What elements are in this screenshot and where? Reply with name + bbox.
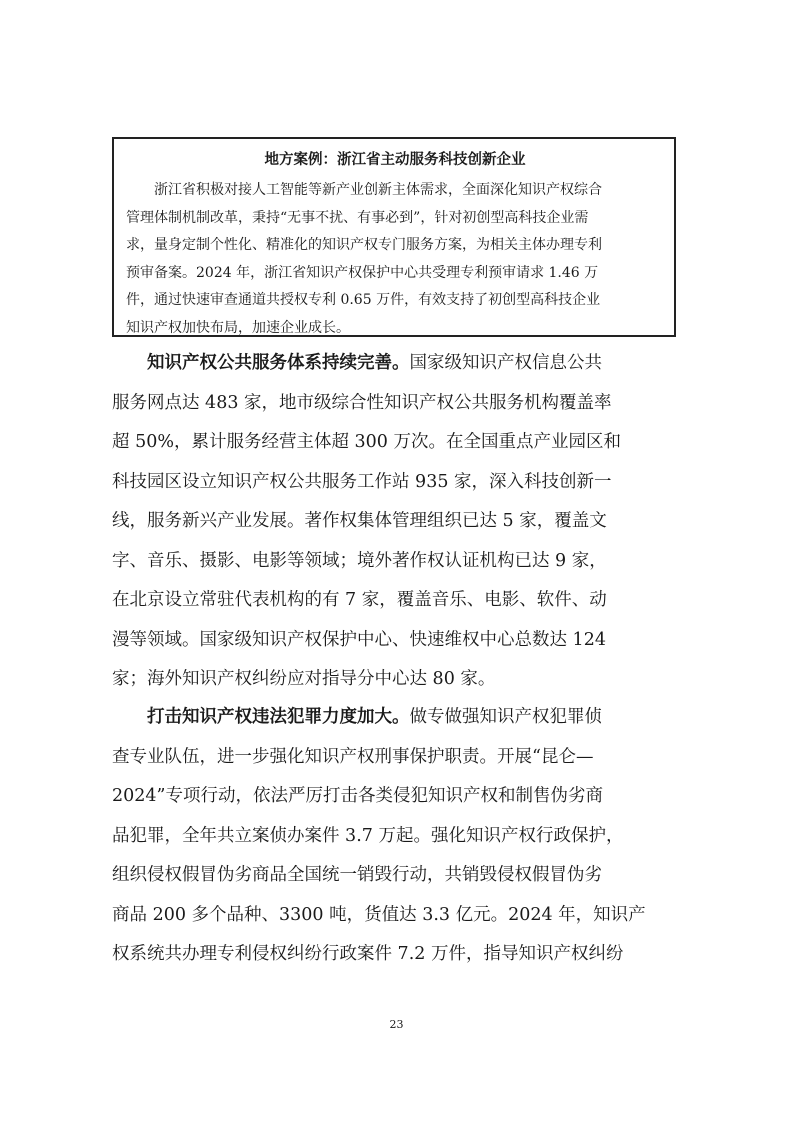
paragraph-line: 家；海外知识产权纠纷应对指导分中心达 80 家。: [112, 669, 496, 689]
paragraph-line: 2024”专项行动，依法严厉打击各类侵犯知识产权和制售伪劣商: [112, 786, 603, 806]
paragraph-text: 做专做强知识产权犯罪侦: [409, 707, 602, 727]
paragraph-public-service: [112, 344, 692, 700]
paragraph-first-line: [112, 344, 692, 384]
paragraph-enforcement: [112, 698, 692, 975]
paragraph-line: 字、音乐、摄影、电影等领域；境外著作权认证机构已达 9 家，: [112, 550, 607, 571]
paragraph-line: 组织侵权假冒伪劣商品全国统一销毁行动，共销毁侵权假冒伪劣: [112, 865, 602, 885]
paragraph-line: 品犯罪，全年共立案侦办案件 3.7 万起。强化知识产权行政保护，: [112, 825, 624, 846]
paragraph-line: 漫等领域。国家级知识产权保护中心、快速维权中心总数达 124: [112, 629, 606, 650]
paragraph-line: 在北京设立常驻代表机构的有 7 家，覆盖音乐、电影、软件、动: [112, 590, 607, 610]
case-line: 浙江省积极对接人工智能等新产业创新主体需求，全面深化知识产权综合: [154, 182, 602, 198]
paragraph-line: 科技园区设立知识产权公共服务工作站 935 家，深入科技创新一: [112, 471, 612, 492]
paragraph-first-line: [112, 698, 692, 738]
paragraph-line: 查专业队伍，进一步强化知识产权刑事保护职责。开展“昆仑—: [112, 746, 594, 767]
paragraph-lead: 打击知识产权违法犯罪力度加大。: [147, 707, 410, 727]
paragraph-line: 超 50%，累计服务经营主体超 300 万次。在全国重点产业园区和: [112, 432, 621, 452]
case-title: 地方案例：浙江省主动服务科技创新企业: [264, 152, 526, 168]
case-line: 求，量身定制个性化、精准化的知识产权专门服务方案，为相关主体办理专利: [126, 237, 602, 253]
local-case-box: [112, 137, 676, 337]
case-line: 管理体制机制改革，秉持“无事不扰、有事必到”，针对初创型高科技企业需: [126, 209, 589, 226]
case-line: 知识产权加快布局，加速企业成长。: [126, 319, 350, 336]
paragraph-line: 线，服务新兴产业发展。著作权集体管理组织已达 5 家，覆盖文: [112, 511, 607, 531]
case-line: 件，通过快速审查通道共授权专利 0.65 万件，有效支持了初创型高科技企业: [126, 292, 601, 308]
case-line: 预审备案。2024 年，浙江省知识产权保护中心共受理专利预审请求 1.46 万: [126, 264, 599, 281]
paragraph-line: 商品 200 多个品种、3300 吨，货值达 3.3 亿元。2024 年，知识产: [112, 904, 646, 925]
paragraph-text: 国家级知识产权信息公共: [409, 353, 602, 373]
paragraph-line: 权系统共办理专利侵权纠纷行政案件 7.2 万件，指导知识产权纠纷: [112, 944, 624, 964]
paragraph-line: 服务网点达 483 家，地市级综合性知识产权公共服务机构覆盖率: [112, 392, 612, 413]
paragraph-lead: 知识产权公共服务体系持续完善。: [147, 353, 410, 373]
page-number: 23: [389, 1018, 404, 1031]
